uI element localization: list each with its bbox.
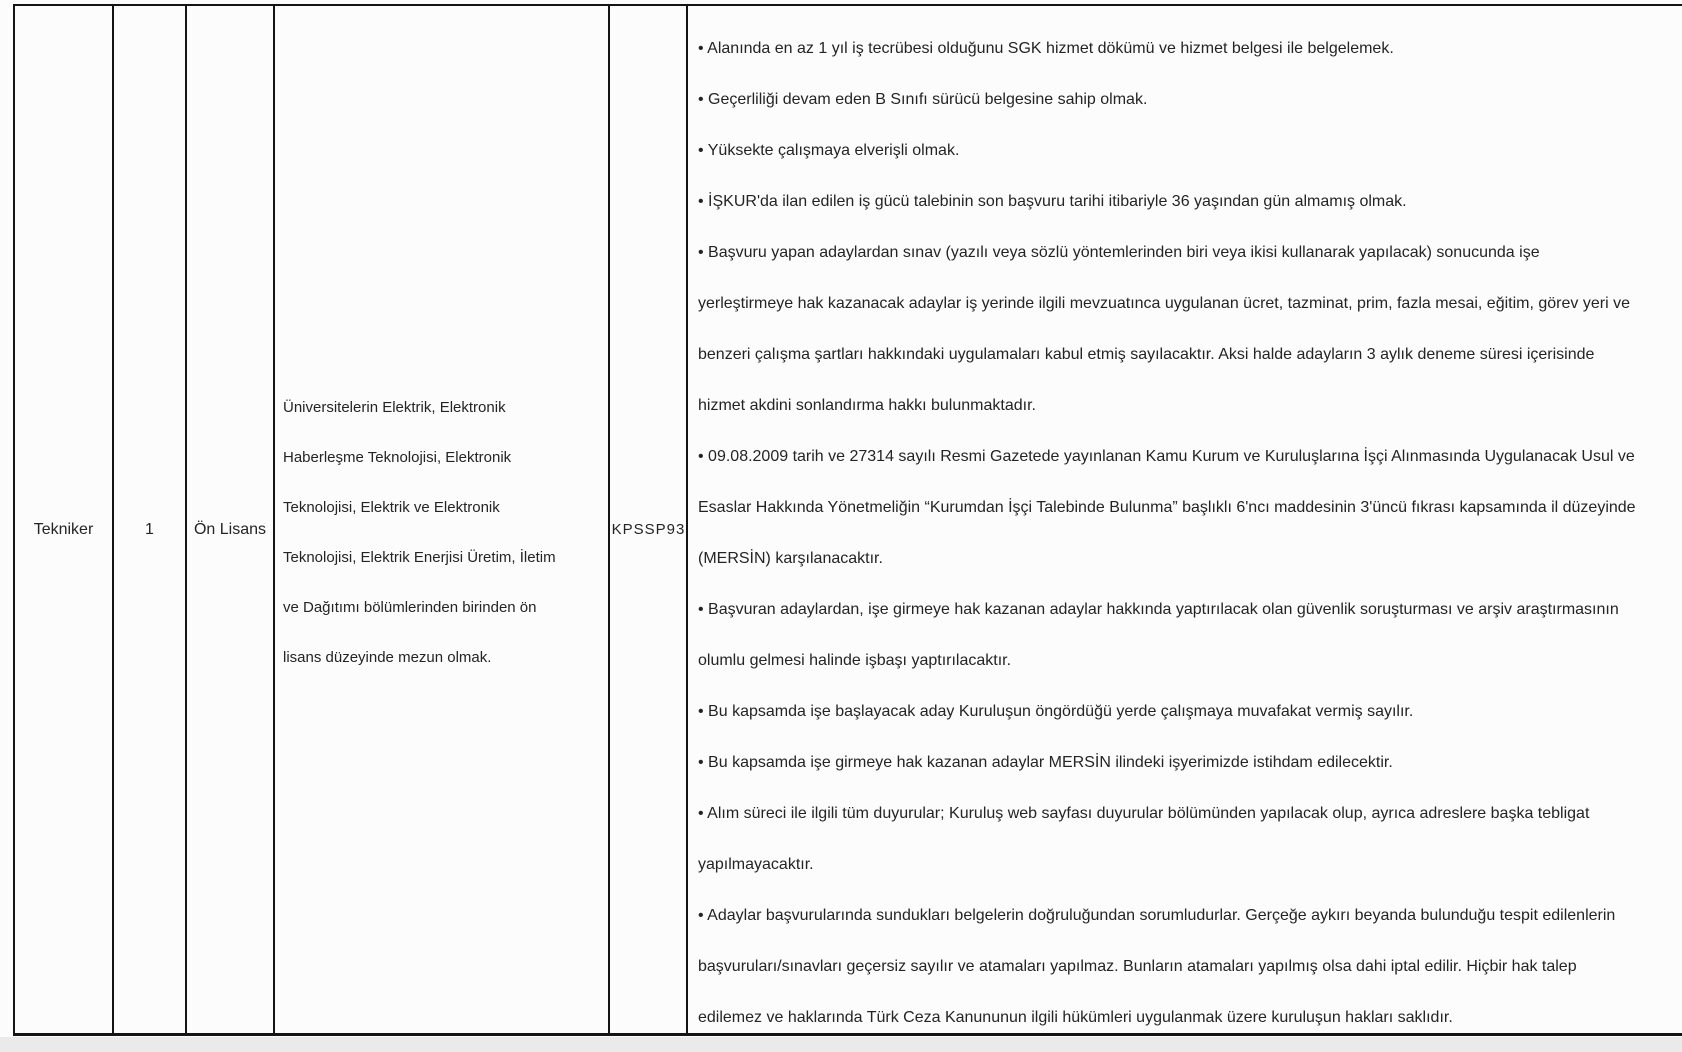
text-line: • İŞKUR'da ilan edilen iş gücü talebinin son başvuru tarihi itibariyle 36 yaşından gün almamış olmak. — [698, 193, 1407, 210]
cell-position-title: Tekniker — [15, 6, 114, 1033]
text-line: (MERSİN) karşılanacaktır. — [698, 550, 883, 567]
cell-education-level: Ön Lisans — [187, 6, 275, 1033]
text-line: Haberleşme Teknolojisi, Elektronik — [283, 449, 512, 466]
job-posting-table — [13, 4, 1682, 1036]
cell-requirements-list — [688, 6, 1682, 1033]
page-bottom-strip — [0, 1037, 1682, 1052]
text-line: yerleştirmeye hak kazanacak adaylar iş yerinde ilgili mevzuatınca uygulanan ücret, tazminat, prim, fazla mesai, eğitim, görev yeri ve — [698, 295, 1630, 312]
text-line: Üniversitelerin Elektrik, Elektronik — [283, 399, 506, 416]
text-line: ve Dağıtımı bölümlerinden birinden ön — [283, 599, 537, 616]
text-line: Teknolojisi, Elektrik ve Elektronik — [283, 499, 500, 516]
text-line: • Alanında en az 1 yıl iş tecrübesi olduğunu SGK hizmet dökümü ve hizmet belgesi ile belgelemek. — [698, 40, 1394, 57]
text-line: • Başvuru yapan adaylardan sınav (yazılı veya sözlü yöntemlerinden biri veya ikisi kullanarak yapılacak) sonucunda işe — [698, 244, 1540, 261]
text-line: • Yüksekte çalışmaya elverişli olmak. — [698, 142, 960, 159]
cell-exam-code: KPSSP93 — [610, 6, 688, 1033]
text-line: olumlu gelmesi halinde işbaşı yaptırılacaktır. — [698, 652, 1012, 669]
text-line: benzeri çalışma şartları hakkındaki uygulamaları kabul etmiş sayılacaktır. Aksi halde adayların 3 aylık deneme süresi içerisinde — [698, 346, 1595, 363]
cell-position-count: 1 — [114, 6, 187, 1033]
text-line: lisans düzeyinde mezun olmak. — [283, 649, 492, 666]
text-line: Esaslar Hakkında Yönetmeliğin “Kurumdan İşçi Talebinde Bulunma” başlıklı 6'ncı maddesinin 3'üncü fıkrası kapsamında il düzeyinde — [698, 499, 1636, 516]
text-line: • Alım süreci ile ilgili tüm duyurular; Kuruluş web sayfası duyurular bölümünden yapılacak olup, ayrıca adreslere başka tebligat — [698, 805, 1590, 822]
text-line: • Başvuran adaylardan, işe girmeye hak kazanan adaylar hakkında yaptırılacak olan güvenlik soruşturması ve arşiv araştırmasının — [698, 601, 1619, 618]
text-line: yapılmayacaktır. — [698, 856, 814, 873]
text-line: • Geçerliliği devam eden B Sınıfı sürücü belgesine sahip olmak. — [698, 91, 1148, 108]
text-line: edilemez ve haklarında Türk Ceza Kanununun ilgili hükümleri uygulanmak üzere kuruluşun hakları saklıdır. — [698, 1009, 1453, 1026]
text-line: • Bu kapsamda işe başlayacak aday Kuruluşun öngördüğü yerde çalışmaya muvafakat vermiş sayılır. — [698, 703, 1414, 720]
text-line: başvuruları/sınavları geçersiz sayılır ve atamaları yapılmaz. Bunların atamaları yapılmış olsa dahi iptal edilir. Hiçbir hak talep — [698, 958, 1577, 975]
text-line: Teknolojisi, Elektrik Enerjisi Üretim, İletim — [283, 549, 556, 566]
text-line: • Adaylar başvurularında sundukları belgelerin doğruluğundan sorumludurlar. Gerçeğe aykırı beyanda bulunduğu tespit edilenlerin — [698, 907, 1616, 924]
text-line: hizmet akdini sonlandırma hakkı bulunmaktadır. — [698, 397, 1036, 414]
text-line: • 09.08.2009 tarih ve 27314 sayılı Resmi Gazetede yayınlanan Kamu Kurum ve Kuruluşlarına İşçi Alınmasında Uygulanacak Usul ve — [698, 448, 1635, 465]
cell-department-requirement — [275, 6, 610, 1033]
text-line: • Bu kapsamda işe girmeye hak kazanan adaylar MERSİN ilindeki işyerimizde istihdam edilecektir. — [698, 754, 1393, 771]
